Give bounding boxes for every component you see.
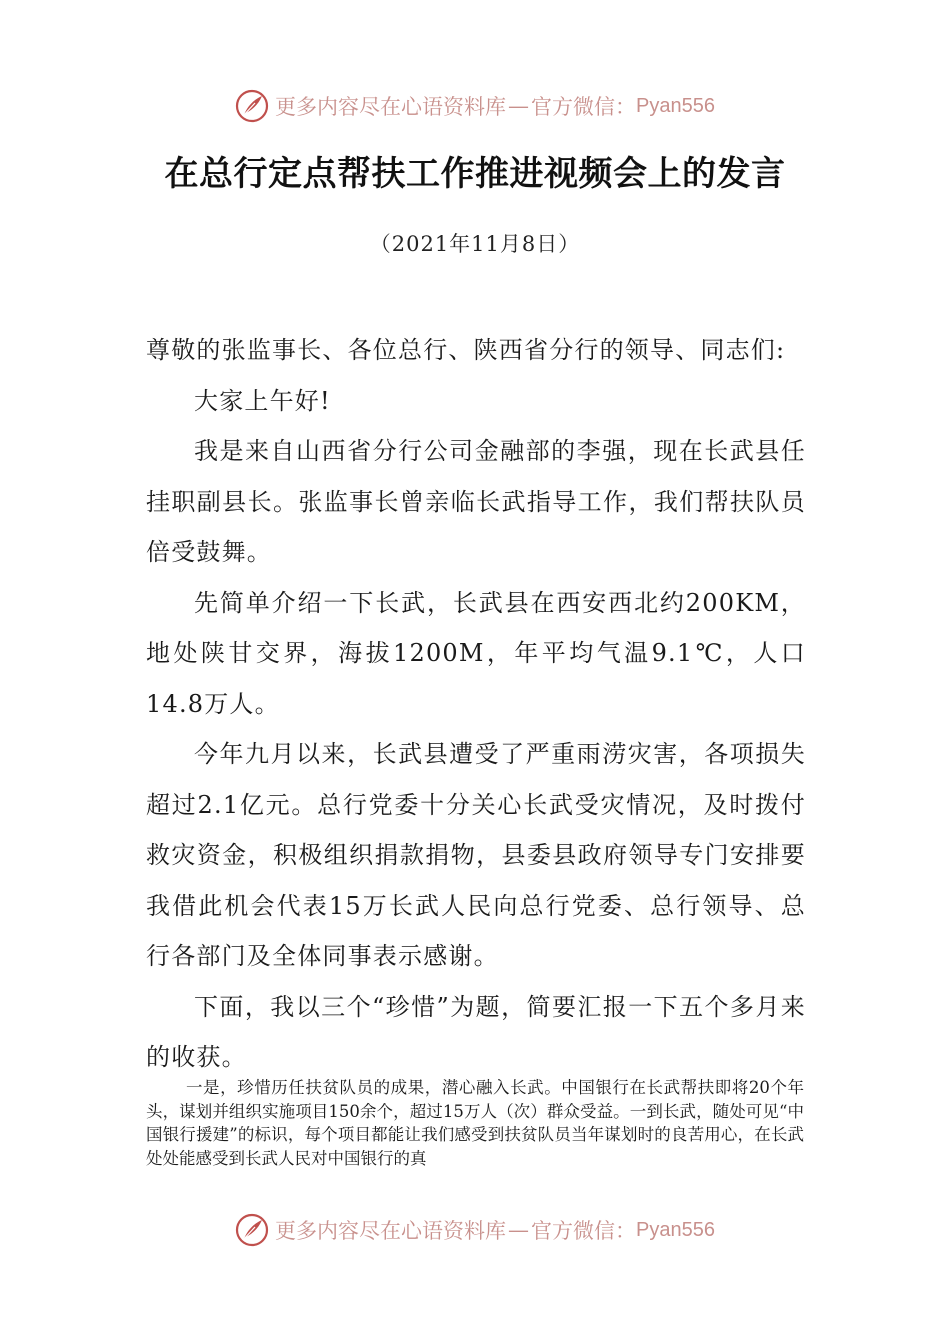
watermark-wechat-id: Pyan556: [636, 1218, 715, 1241]
watermark-separator: —: [508, 94, 530, 118]
watermark-separator: —: [508, 1218, 530, 1242]
paragraph: 今年九月以来，长武县遭受了严重雨涝灾害，各项损失超过2.1亿元。总行党委十分关心长武受灾情况，及时拨付救灾资金，积极组织捐款捐物，县委县政府领导专门安排要我借此机会代表15万长武人民向总行党委、总行领导、总行各部门及全体同事表示感谢。: [146, 740, 806, 970]
watermark-header: [0, 86, 950, 126]
quill-feather-icon: [235, 1213, 269, 1247]
paragraph: 我是来自山西省分行公司金融部的李强，现在长武县任挂职副县长。张监事长曾亲临长武指导工作，我们帮扶队员倍受鼓舞。: [146, 437, 806, 566]
paragraph: 下面，我以三个“珍惜”为题，简要汇报一下五个多月来的收获。: [146, 992, 806, 1071]
document-title: 在总行定点帮扶工作推进视频会上的发言: [164, 154, 786, 194]
salutation: 尊敬的张监事长、各位总行、陕西省分行的领导、同志们:: [146, 336, 786, 364]
watermark-footer: [0, 1210, 950, 1250]
quill-feather-icon: [235, 89, 269, 123]
paragraph: 大家上午好!: [194, 386, 331, 415]
document-body: [146, 325, 806, 1083]
watermark-text: 更多内容尽在心语资料库: [275, 1219, 507, 1243]
watermark-wechat-id: Pyan556: [636, 94, 715, 117]
watermark-text: 更多内容尽在心语资料库: [275, 95, 507, 119]
paragraph: 先简单介绍一下长武，长武县在西安西北约200KM，地处陕甘交界，海拔1200M，年平均气温9.1℃，人口14.8万人。: [146, 588, 806, 718]
watermark-label: 官方微信：: [531, 1219, 637, 1243]
document-date: （2021年11月8日）: [369, 232, 581, 256]
watermark-label: 官方微信：: [531, 95, 637, 119]
small-paragraph: 一是，珍惜历任扶贫队员的成果，潜心融入长武。中国银行在长武帮扶即将20个年头，谋划并组织实施项目150余个，超过15万人（次）群众受益。一到长武，随处可见“中国银行援建”的标识，每个项目都能让我们感受到扶贫队员当年谋划时的良苦用心，在长武处处能感受到长武人民对中国银行的真: [146, 1078, 804, 1168]
